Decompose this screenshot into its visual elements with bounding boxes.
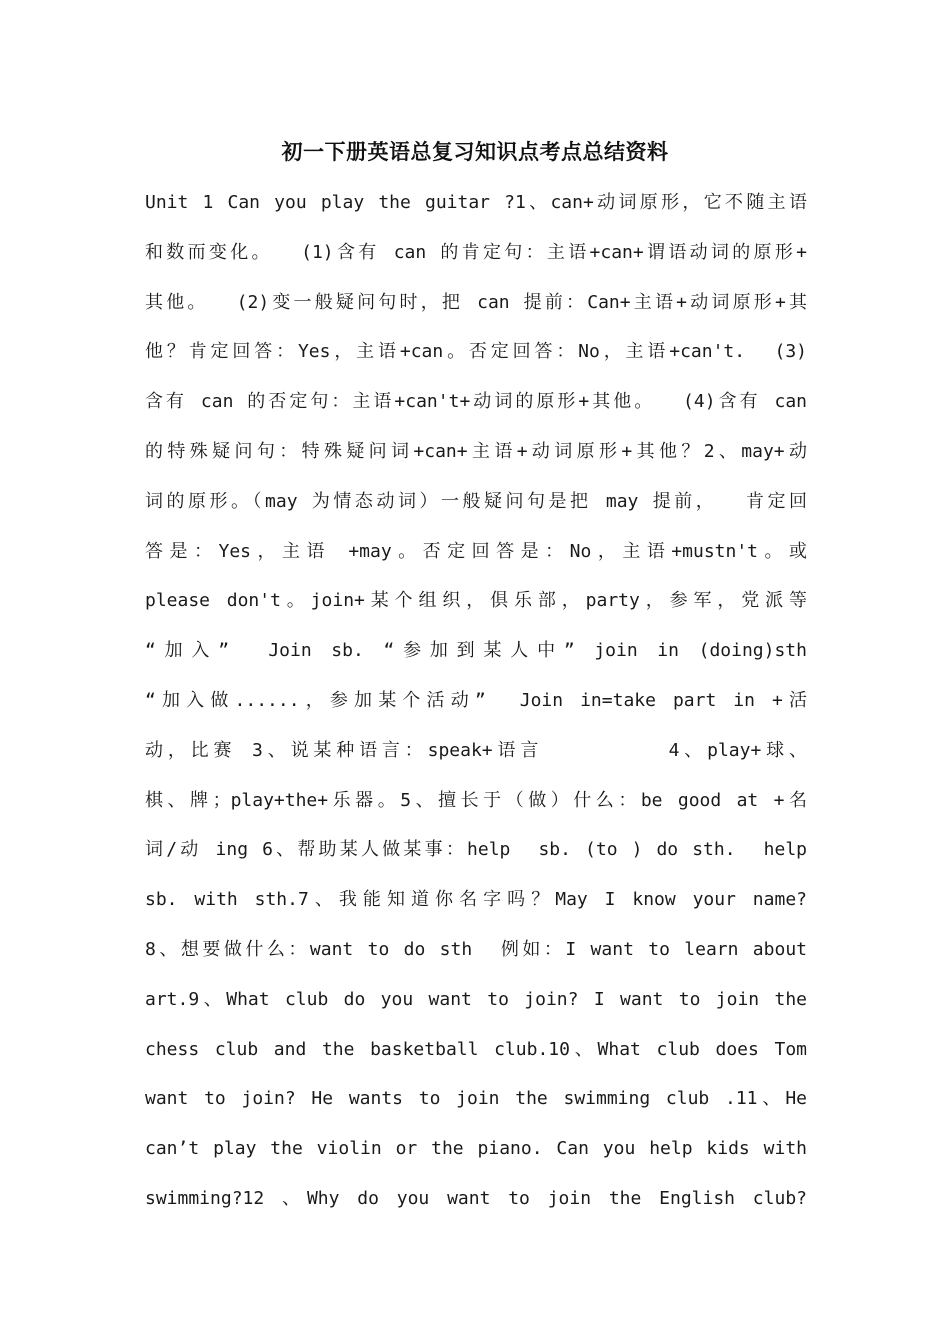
text-line: 动，比赛 3、说某种语言：speak+语言 4、play+球、: [145, 739, 807, 761]
text-line: Unit 1 Can you play the guitar ?1、can+动词原形，它不随主语: [145, 192, 807, 213]
text-line: 词的原形。（may 为情态动词）一般疑问句是把 may 提前， 肯定回: [145, 490, 807, 512]
text-line: 答是：Yes，主语 +may。否定回答是：No，主语+mustn't。或: [145, 540, 807, 562]
text-line: can’t play the violin or the piano. Can you help kids with: [145, 1138, 807, 1160]
text-line: please don't。join+某个组织，俱乐部，party，参军，党派等: [145, 590, 807, 612]
text-line: swimming?12 、Why do you want to join the English club?: [145, 1187, 807, 1209]
text-line: “加入” Join sb. “参加到某人中” join in (doing)sth: [145, 640, 807, 662]
document-body: [145, 178, 807, 1224]
document-title: 初一下册英语总复习知识点考点总结资料: [281, 140, 669, 164]
text-line: “加入做......，参加某个活动” Join in=take part in +活: [145, 689, 807, 711]
text-line: 他？肯定回答：Yes，主语+can。否定回答：No，主语+can't. (3): [145, 341, 807, 363]
text-line: chess club and the basketball club.10、What club does Tom: [145, 1038, 807, 1060]
text-line: 的特殊疑问句：特殊疑问词+can+主语+动词原形+其他？2、may+动: [145, 440, 807, 462]
text-line: 含有 can 的否定句：主语+can't+动词的原形+其他。 (4)含有 can: [145, 391, 807, 413]
text-line: art.9、What club do you want to join? I want to join the: [145, 988, 807, 1010]
text-line: 其他。 (2)变一般疑问句时，把 can 提前：Can+主语+动词原形+其: [145, 291, 807, 313]
text-line: sb. with sth.7、我能知道你名字吗？May I know your name?: [145, 889, 807, 911]
text-line: 棋、牌；play+the+乐器。5、擅长于（做）什么：be good at +名: [145, 789, 807, 811]
text-line: 和数而变化。 (1)含有 can 的肯定句：主语+can+谓语动词的原形+: [145, 241, 807, 263]
text-line: 8、想要做什么：want to do sth 例如：I want to learn about: [145, 938, 807, 960]
text-line: 词/动 ing 6、帮助某人做某事：help sb. (to ) do sth. help: [145, 839, 807, 861]
text-line: want to join? He wants to join the swimming club .11、He: [145, 1088, 807, 1110]
